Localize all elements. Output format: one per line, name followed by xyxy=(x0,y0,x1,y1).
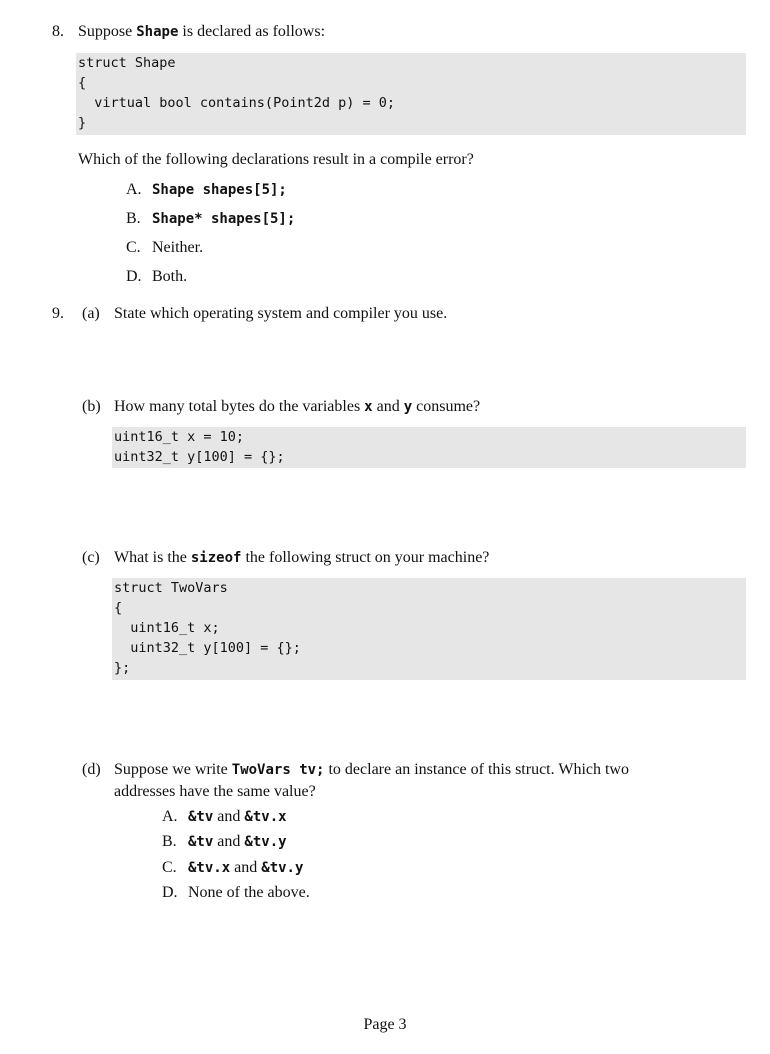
q8-intro: Suppose Shape is declared as follows: xyxy=(78,23,326,40)
q9c-text: What is the sizeof the following struct on your machine? xyxy=(114,549,490,566)
q9d-option-d: D. None of the above. xyxy=(162,884,310,901)
q9b-code-line: uint32_t y[100] = {}; xyxy=(114,449,285,465)
q9d-option-a: A. &tv and &tv.x xyxy=(162,808,287,825)
q8-option-c: C. Neither. xyxy=(126,239,204,256)
q8-code-line: virtual bool contains(Point2d p) = 0; xyxy=(78,95,395,111)
q8-code-line: struct Shape xyxy=(78,55,176,71)
q9b-label: (b) xyxy=(82,398,101,415)
q9c-code-line: uint16_t x; xyxy=(114,620,220,636)
q9d-option-b: B. &tv and &tv.y xyxy=(162,833,287,850)
q8-code-line: { xyxy=(78,75,87,91)
q9c-code-line: struct TwoVars xyxy=(114,580,228,596)
q9c-label: (c) xyxy=(82,549,100,566)
q9a-text: State which operating system and compiler you use. xyxy=(114,305,448,322)
q9c-code-line: }; xyxy=(114,660,131,676)
q8-code-line: } xyxy=(78,115,87,131)
q8-question: Which of the following declarations result in a compile error? xyxy=(78,151,474,168)
page-number: Page 3 xyxy=(363,1016,407,1033)
q9c-code-line: { xyxy=(114,600,123,616)
q8-option-d: D. Both. xyxy=(126,268,188,285)
q8-number: 8. xyxy=(52,23,64,40)
q9b-text: How many total bytes do the variables x and y consume? xyxy=(114,398,481,415)
q8-option-a: A. Shape shapes[5]; xyxy=(126,181,287,198)
q8-option-b: B. Shape* shapes[5]; xyxy=(126,210,296,227)
q9d-label: (d) xyxy=(82,761,101,778)
q8-code-block xyxy=(76,53,746,135)
q9-number: 9. xyxy=(52,305,64,322)
q9d-text: Suppose we write TwoVars tv; to declare an instance of this struct. Which two xyxy=(114,761,629,778)
q9d-option-c: C. &tv.x and &tv.y xyxy=(162,859,304,876)
q9a-label: (a) xyxy=(82,305,100,322)
q9d-text-line2: addresses have the same value? xyxy=(114,783,316,800)
q9b-code-line: uint16_t x = 10; xyxy=(114,429,245,445)
q9c-code-line: uint32_t y[100] = {}; xyxy=(114,640,301,656)
